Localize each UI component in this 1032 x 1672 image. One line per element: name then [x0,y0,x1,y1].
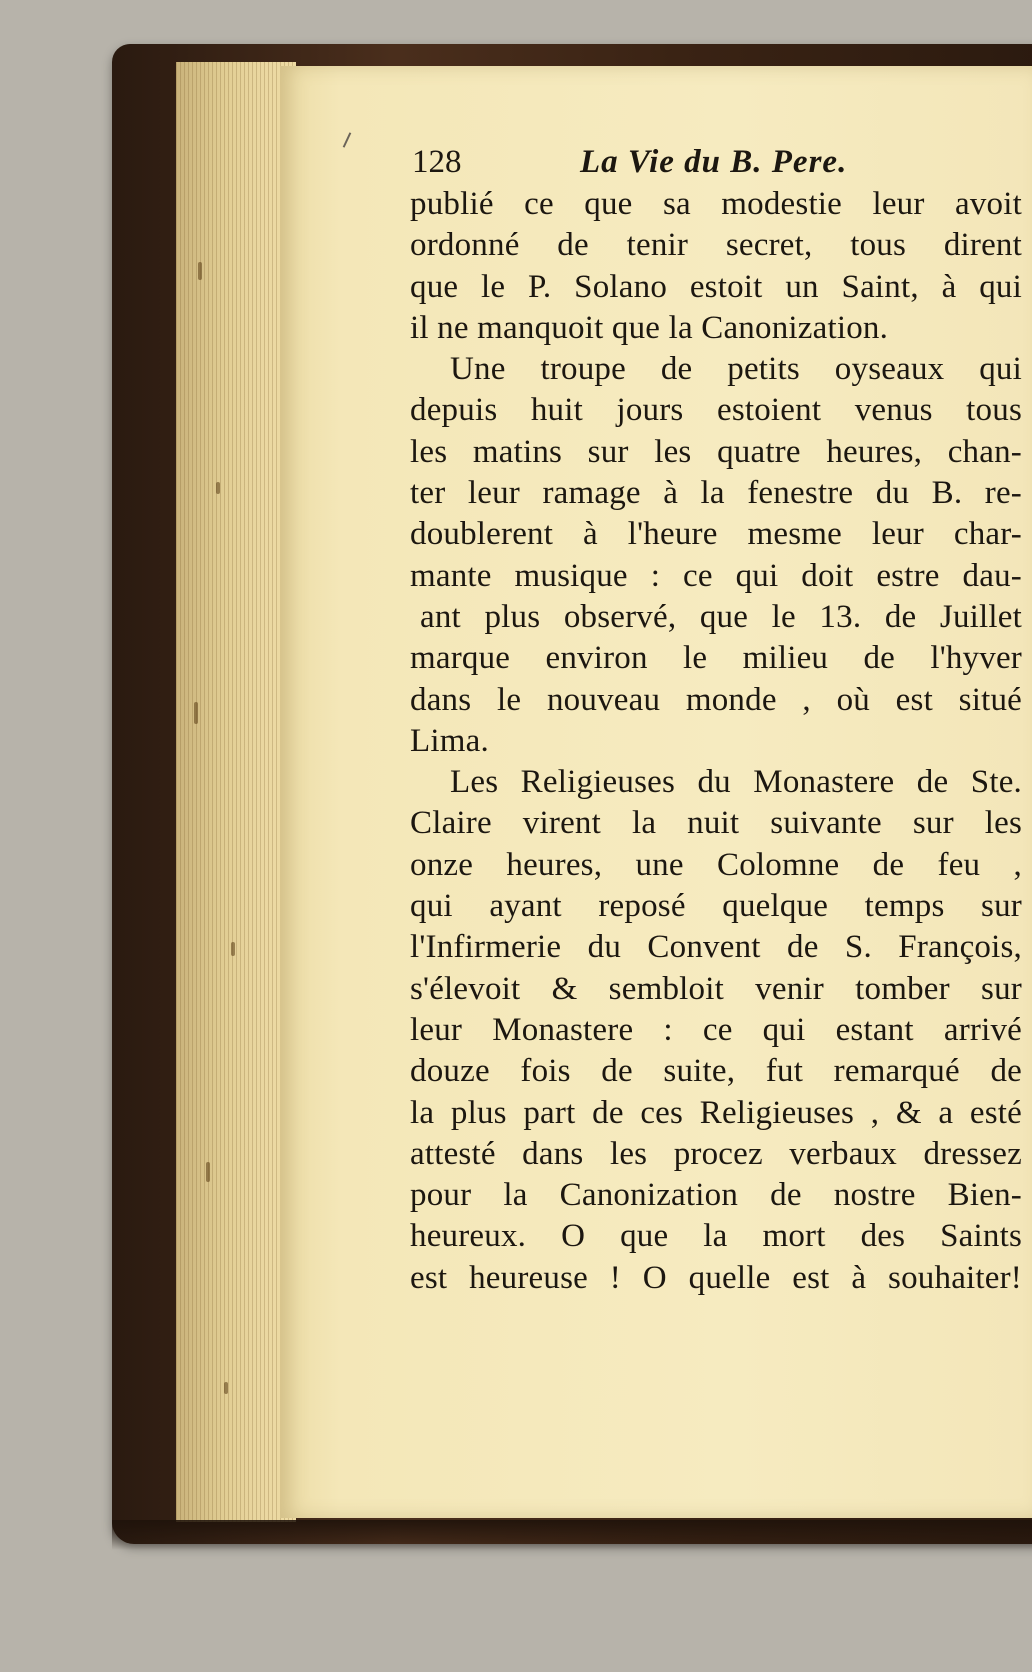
text-line: les matins sur les quatre heures, chan- [410,433,1022,470]
text-line: que le P. Solano estoit un Saint, à qui [410,268,1022,305]
text-line: Claire virent la nuit suivante sur les [410,805,1022,842]
text-line: douze fois de suite, fut remarqué de [410,1053,1022,1090]
foxing-spot [206,1162,210,1182]
page-text-block [410,140,1022,1299]
text-line: leur Monastere : ce qui estant arrivé [410,1011,1022,1048]
text-line: attesté dans les procez verbaux dressez [410,1135,1022,1172]
text-line: marque environ le milieu de l'hyver [410,640,1022,677]
text-line: l'Infirmerie du Convent de S. François, [410,929,1022,966]
text-line: dans le nouveau monde , où est situé [410,681,1022,718]
text-line: Lima. [410,722,489,759]
text-line: ant plus observé, que le 13. de Juillet [420,598,1022,635]
text-line: pour la Canonization de nostre Bien- [410,1177,1022,1214]
foxing-spot [198,262,202,280]
paragraph-2 [410,349,1022,762]
text-line: ordonné de tenir secret, tous dirent [410,227,1022,264]
text-line: ter leur ramage à la fenestre du B. re- [410,475,1022,512]
cover-bottom-edge [112,1520,1032,1550]
text-line: il ne manquoit que la Canonization. [410,309,889,346]
foxing-spot [216,482,220,494]
text-line: onze heures, une Colomne de feu , [410,846,1022,883]
foxing-spot [224,1382,228,1394]
text-line: depuis huit jours estoient venus tous [410,392,1022,429]
page-edges [176,62,296,1522]
text-line: Une troupe de petits oyseaux qui [450,351,1022,388]
text-line: Les Religieuses du Monastere de Ste. [450,764,1022,801]
text-line: qui ayant reposé quelque temps sur [410,888,1022,925]
text-line: doublerent à l'heure mesme leur char- [410,516,1022,553]
page-number: 128 [412,144,462,180]
text-line: mante musique : ce qui doit estre dau- [410,557,1022,594]
text-line: la plus part de ces Religieuses , & a esté [410,1094,1022,1131]
text-line: est heureuse ! O quelle est à souhaiter! [410,1259,1022,1296]
paragraph-1 [410,184,1022,349]
text-line: s'élevoit & sembloit venir tomber sur [410,970,1022,1007]
running-title: La Vie du B. Pere. [580,144,848,180]
running-head [410,140,1022,184]
paragraph-3 [410,762,1022,1299]
text-line: heureux. O que la mort des Saints [410,1218,1022,1255]
foxing-spot [231,942,235,956]
text-line: publié ce que sa modestie leur avoit [410,186,1022,222]
foxing-spot [194,702,198,724]
